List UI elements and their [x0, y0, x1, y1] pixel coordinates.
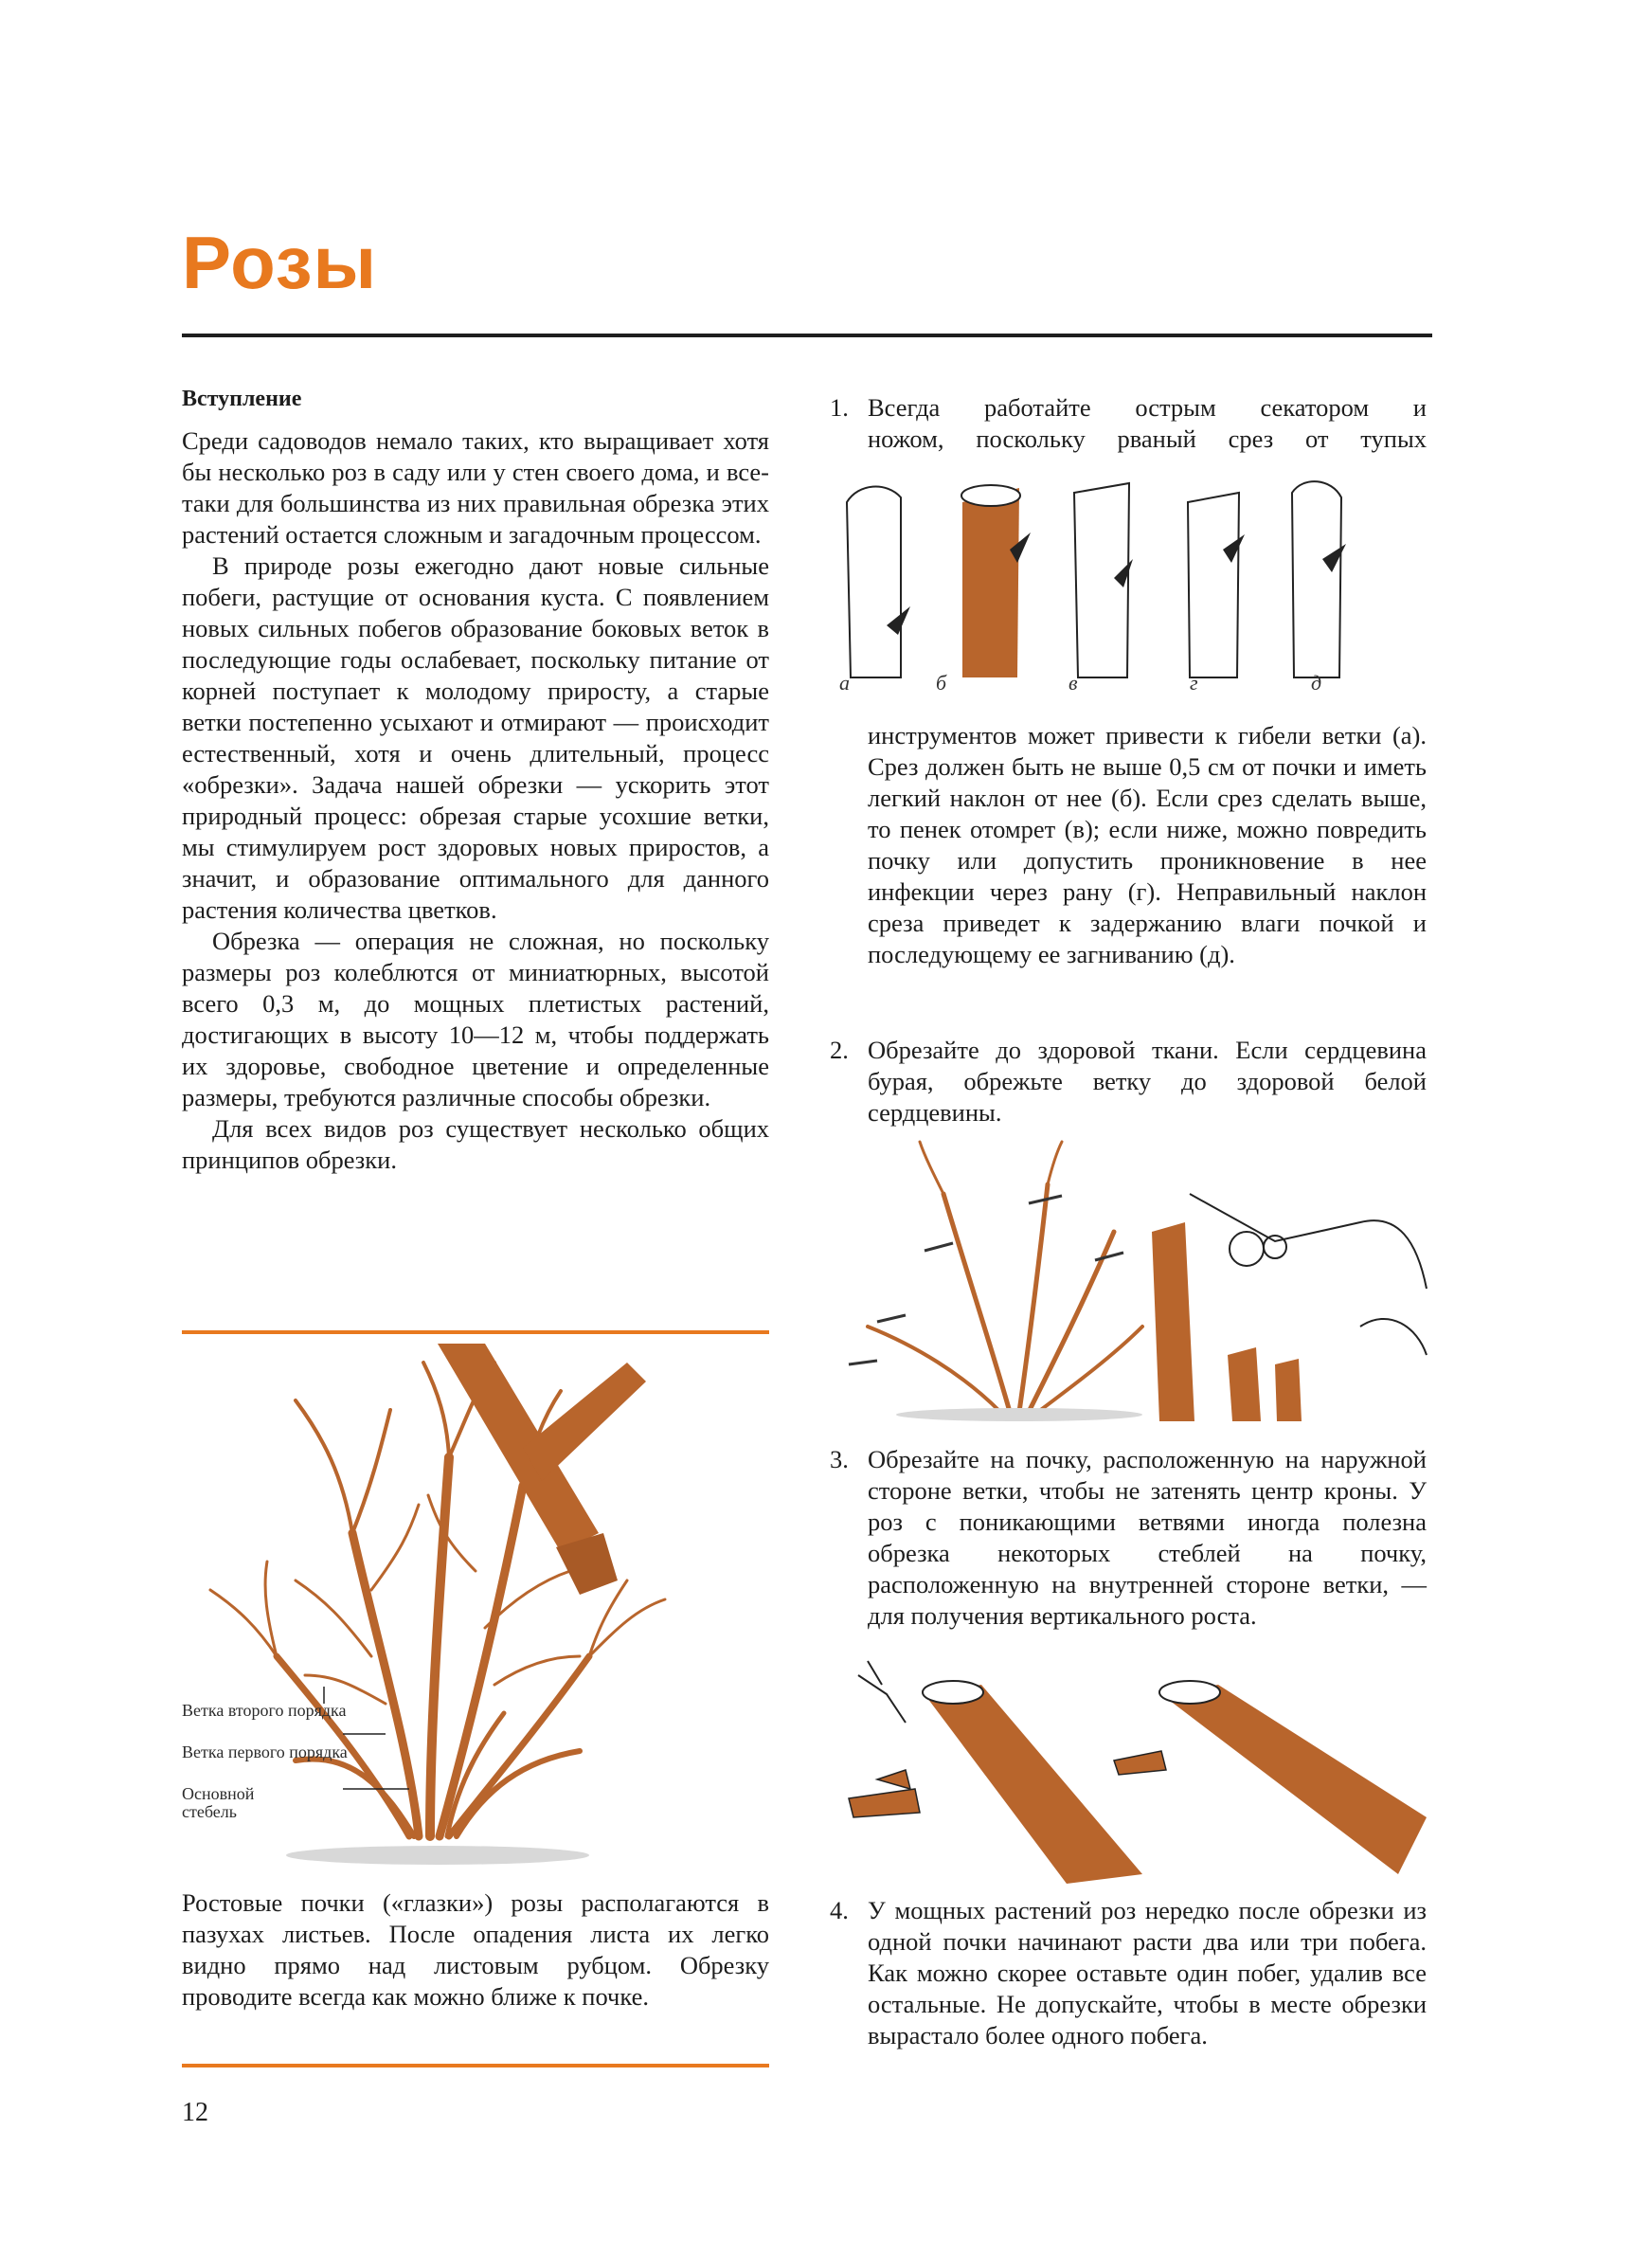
label-first-order-branch: Ветка первого порядка [182, 1742, 348, 1761]
pruning-cuts-figure [830, 464, 1427, 695]
section-heading: Вступление [182, 387, 302, 411]
title-divider [182, 334, 1432, 337]
item-number: 2. [830, 1036, 849, 1064]
item-3-text: Обрезайте на почку, расположенную на наружной стороне ветки, чтобы не затенять центр кроны. У роз с поникающими ветвями иногда полезна обрезка некоторых стеблей на почку, расположенную на внутренней стороне ветки, — для получения вертикального роста. [868, 1445, 1427, 1630]
item-number: 3. [830, 1445, 849, 1473]
healthy-tissue-figure [830, 1137, 1427, 1421]
page-number: 12 [182, 2098, 208, 2127]
item-1-intro [830, 392, 1427, 455]
item-2-text: Обрезайте до здоровой ткани. Если сердцевина бурая, обрежьте ветку до здоровой белой сердцевины. [868, 1036, 1427, 1127]
label-main-stem: Основной стебель [182, 1784, 255, 1821]
intro-section [182, 387, 769, 1176]
figure-letter-a: а [839, 671, 850, 695]
item-2 [830, 1035, 1427, 1128]
item-number: 4. [830, 1896, 849, 1924]
label-second-order-branch: Ветка второго порядка [182, 1701, 347, 1720]
paragraph: Среди садоводов немало таких, кто выращивает хотя бы несколько роз в саду или у стен своего дома, и все-таки для большинства из них правильная обрезка этих растений остается сложным и загадочным процессом. [182, 426, 769, 549]
figure-letter-d: д [1311, 671, 1322, 695]
item-4 [830, 1895, 1427, 2051]
item-1-line: ножом, поскольку рваный срез от тупых [868, 424, 1427, 453]
paragraph: В природе розы ежегодно дают новые сильные побеги, растущие от основания куста. С появлением новых сильных побегов образование боковых веток в последующие годы ослабевает, поскольку питание от корней поступает к молодому приросту, а старые ветки постепенно усыхают и отмирают — происходит естественный, хотя и очень длительный, процесс «обрезки». Задача нашей обрезки — ускорить этот природный процесс: обрезая старые усохшие ветки, мы стимулируем рост здоровых новых приростов, а значит, и образование оптимального для данного растения количества цветков. [182, 551, 769, 924]
item-3 [830, 1444, 1427, 1632]
item-1-line: Всегда работайте острым секатором и [868, 393, 1427, 422]
orange-divider [182, 2064, 769, 2067]
item-4-text: У мощных растений роз нередко после обрезки из одной почки начинают расти два или три побега. Как можно скорее оставьте один побег, удалив все остальные. Не допускайте, чтобы в месте обрезки вырастало более одного побега. [868, 1896, 1427, 2049]
figure-letter-v: в [1068, 671, 1078, 695]
item-number: 1. [830, 393, 849, 422]
paragraph: Для всех видов роз существует несколько общих принципов обрезки. [182, 1114, 769, 1174]
outward-bud-figure [830, 1656, 1427, 1884]
page-title: Розы [182, 221, 378, 304]
paragraph: Обрезка — операция не сложная, но поскольку размеры роз колеблются от миниатюрных, высотой всего 0,3 м, до мощных плетистых растений, достигающих в высоту 10—12 м, чтобы поддержать их здоровье, свободное цветение и определенные размеры, требуются различные способы обрезки. [182, 927, 769, 1111]
figure-letter-b: б [936, 671, 947, 695]
orange-divider [182, 1330, 769, 1334]
figure-letter-g: г [1190, 671, 1198, 695]
bud-caption: Ростовые почки («глазки») розы располагаются в пазухах листьев. После опадения листа их легко видно прямо над листовым рубцом. Обрезку проводите всегда как можно ближе к почке. [182, 1888, 769, 2011]
item-1-continued: инструментов может привести к гибели ветки (а). Срез должен быть не выше 0,5 см от почки и иметь легкий наклон от нее (б). Если срез сделать выше, то пенек отомрет (в); если ниже, можно повредить почку или допустить проникновение в нее инфекции через рану (г). Неправильный наклон среза приведет к задержанию влаги почкой и последующему ее загниванию (д). [868, 721, 1427, 968]
